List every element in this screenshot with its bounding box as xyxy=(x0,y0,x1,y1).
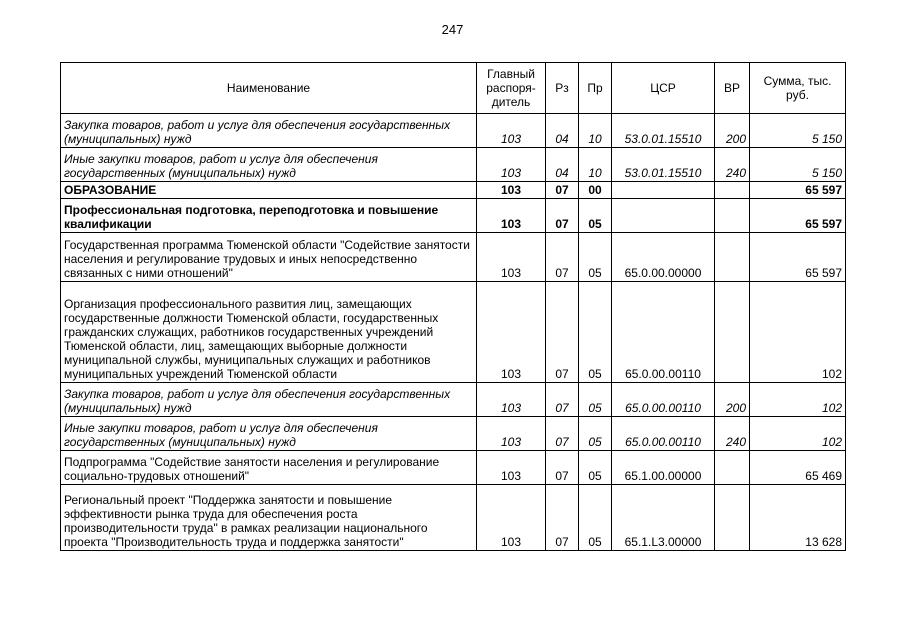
table-row xyxy=(61,383,846,417)
row-pr: 10 xyxy=(579,114,612,148)
row-name: Организация профессионального развития лиц, замещающих государственные должности Тюменской области, государственных гражданских служащих, работников государственных учреждений Тюменской области, лиц, замещающих выборные должности муниципальной службы, муниципальных служащих и работников муниципальных учреждений Тюменской области xyxy=(61,282,477,383)
row-csr: 65.1.00.00000 xyxy=(612,451,715,485)
row-vr: 200 xyxy=(715,383,750,417)
row-sum: 65 597 xyxy=(750,182,846,199)
table-header-row xyxy=(61,63,846,114)
row-csr: 53.0.01.15510 xyxy=(612,148,715,182)
row-vr: 200 xyxy=(715,114,750,148)
row-rz: 07 xyxy=(546,182,579,199)
row-csr: 53.0.01.15510 xyxy=(612,114,715,148)
row-rz: 04 xyxy=(546,114,579,148)
row-vr xyxy=(715,233,750,282)
row-grbs: 103 xyxy=(477,417,546,451)
row-pr: 05 xyxy=(579,383,612,417)
table-row xyxy=(61,282,846,383)
row-name: Профессиональная подготовка, переподготовка и повышение квалификации xyxy=(61,199,477,233)
row-grbs: 103 xyxy=(477,148,546,182)
row-grbs: 103 xyxy=(477,182,546,199)
row-csr: 65.0.00.00110 xyxy=(612,383,715,417)
row-name: Закупка товаров, работ и услуг для обеспечения государственных (муниципальных) нужд xyxy=(61,383,477,417)
row-pr: 05 xyxy=(579,451,612,485)
table-row xyxy=(61,485,846,551)
row-csr: 65.0.00.00000 xyxy=(612,233,715,282)
row-rz: 07 xyxy=(546,282,579,383)
table-row xyxy=(61,182,846,199)
budget-table xyxy=(60,62,846,551)
header-sum: Сумма, тыс. руб. xyxy=(750,63,846,114)
row-pr: 05 xyxy=(579,417,612,451)
header-pr: Пр xyxy=(579,63,612,114)
row-grbs: 103 xyxy=(477,114,546,148)
row-sum: 65 597 xyxy=(750,199,846,233)
row-sum: 102 xyxy=(750,417,846,451)
row-rz: 04 xyxy=(546,148,579,182)
row-pr: 10 xyxy=(579,148,612,182)
row-pr: 05 xyxy=(579,485,612,551)
row-rz: 07 xyxy=(546,199,579,233)
row-vr xyxy=(715,451,750,485)
row-grbs: 103 xyxy=(477,199,546,233)
row-pr: 00 xyxy=(579,182,612,199)
table-row xyxy=(61,199,846,233)
row-vr: 240 xyxy=(715,417,750,451)
row-csr: 65.1.L3.00000 xyxy=(612,485,715,551)
row-name: Иные закупки товаров, работ и услуг для обеспечения государственных (муниципальных) нужд xyxy=(61,148,477,182)
row-name: ОБРАЗОВАНИЕ xyxy=(61,182,477,199)
header-grbs: Главный распоря-дитель xyxy=(477,63,546,114)
row-grbs: 103 xyxy=(477,485,546,551)
row-rz: 07 xyxy=(546,233,579,282)
table-row xyxy=(61,233,846,282)
table-row xyxy=(61,451,846,485)
header-rz: Рз xyxy=(546,63,579,114)
row-sum: 65 597 xyxy=(750,233,846,282)
row-rz: 07 xyxy=(546,451,579,485)
row-vr xyxy=(715,199,750,233)
row-pr: 05 xyxy=(579,233,612,282)
row-name: Региональный проект "Поддержка занятости и повышение эффективности рынка труда для обеспечения роста производительности труда" в рамках реализации национального проекта "Производительность труда и поддержка занятости" xyxy=(61,485,477,551)
header-vr: ВР xyxy=(715,63,750,114)
row-sum: 102 xyxy=(750,282,846,383)
row-rz: 07 xyxy=(546,417,579,451)
row-vr xyxy=(715,282,750,383)
table-row xyxy=(61,114,846,148)
row-sum: 5 150 xyxy=(750,114,846,148)
row-name: Иные закупки товаров, работ и услуг для обеспечения государственных (муниципальных) нужд xyxy=(61,417,477,451)
row-vr xyxy=(715,485,750,551)
row-rz: 07 xyxy=(546,485,579,551)
row-grbs: 103 xyxy=(477,451,546,485)
row-grbs: 103 xyxy=(477,383,546,417)
row-name: Подпрограмма "Содействие занятости населения и регулирование социально-трудовых отношений" xyxy=(61,451,477,485)
row-sum: 5 150 xyxy=(750,148,846,182)
header-csr: ЦСР xyxy=(612,63,715,114)
row-csr xyxy=(612,182,715,199)
row-vr: 240 xyxy=(715,148,750,182)
header-name: Наименование xyxy=(61,63,477,114)
row-vr xyxy=(715,182,750,199)
row-rz: 07 xyxy=(546,383,579,417)
row-sum: 13 628 xyxy=(750,485,846,551)
row-grbs: 103 xyxy=(477,282,546,383)
row-name: Государственная программа Тюменской области "Содействие занятости населения и регулирование трудовых и иных непосредственно связанных с ними отношений" xyxy=(61,233,477,282)
table-row xyxy=(61,148,846,182)
row-csr xyxy=(612,199,715,233)
row-sum: 102 xyxy=(750,383,846,417)
row-pr: 05 xyxy=(579,199,612,233)
row-name: Закупка товаров, работ и услуг для обеспечения государственных (муниципальных) нужд xyxy=(61,114,477,148)
row-csr: 65.0.00.00110 xyxy=(612,282,715,383)
row-sum: 65 469 xyxy=(750,451,846,485)
table-row xyxy=(61,417,846,451)
row-csr: 65.0.00.00110 xyxy=(612,417,715,451)
row-pr: 05 xyxy=(579,282,612,383)
row-grbs: 103 xyxy=(477,233,546,282)
page-number: 247 xyxy=(441,22,464,37)
